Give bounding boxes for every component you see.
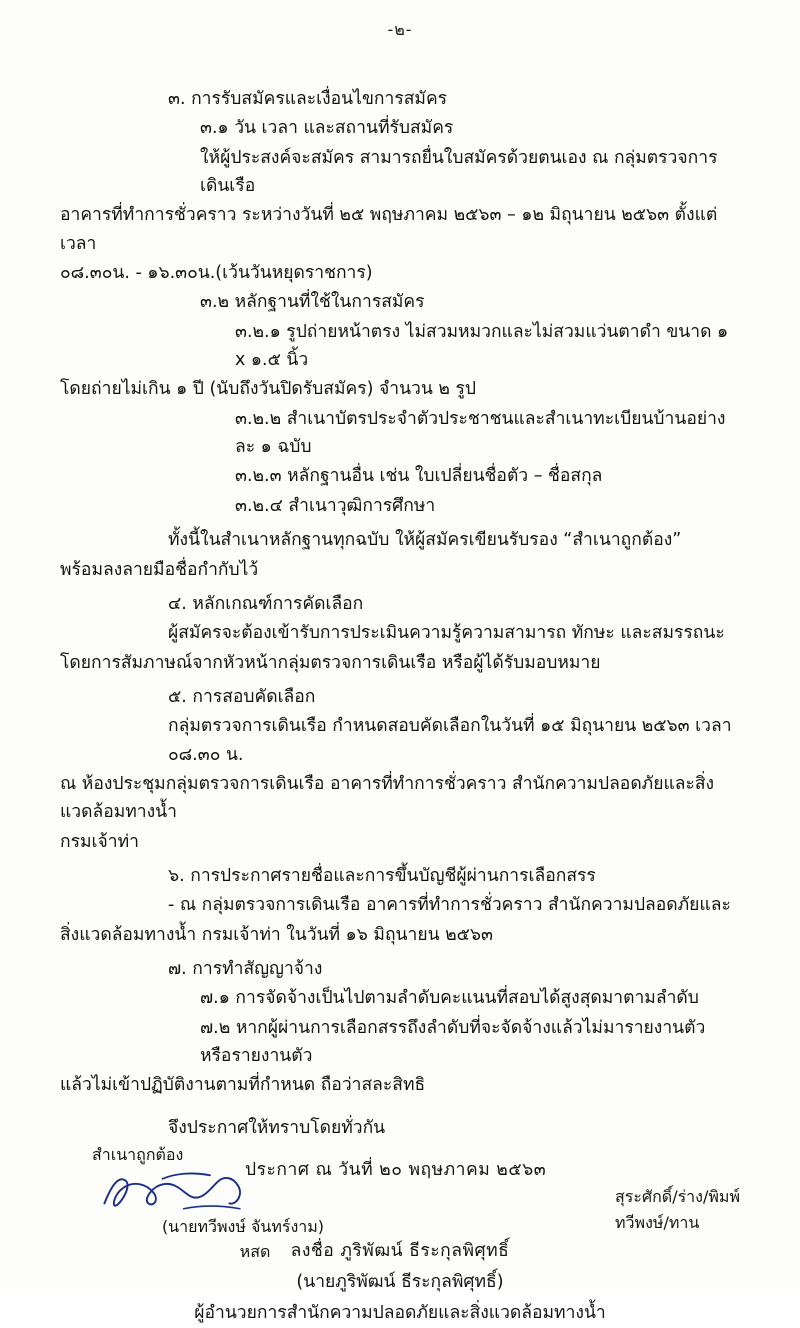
signature-position-line: ผู้อำนวยการสำนักความปลอดภัยและสิ่งแวดล้อมทางน้ำ	[194, 1302, 606, 1323]
certify-role: หสด	[239, 1242, 271, 1262]
typist-note-line-1: สุระศักดิ์/ร่าง/พิมพ์	[615, 1187, 740, 1206]
section-5-line-3: กรมเจ้าท่า	[60, 831, 139, 852]
page-number: -๒-	[387, 20, 413, 39]
section-5-line-2: ณ ห้องประชุมกลุ่มตรวจการเดินเรือ อาคารที่ทำการชั่วคราว สำนักความปลอดภัยและสิ่งแวดล้อมทางน้ำ	[60, 773, 715, 823]
certification-block	[78, 1142, 408, 1265]
section-3-line-6: ๓.๒.๑ รูปถ่ายหน้าตรง ไม่สวมหมวกและไม่สวมแว่นตาดำ ขนาด ๑ x ๑.๕ นิ้ว	[235, 321, 729, 371]
section-6-line-1: - ณ กลุ่มตรวจการเดินเรือ อาคารที่ทำการชั่วคราว สำนักความปลอดภัยและ	[168, 895, 731, 916]
section-heading-6: ๖. การประกาศรายชื่อและการขึ้นบัญชีผู้ผ่านการเลือกสรร	[168, 865, 596, 886]
signature-name-line: (นายภูริพัฒน์ ธีระกุลพิศุทธิ์)	[296, 1272, 504, 1292]
section-3-line-4: ๐๘.๓๐น. - ๑๖.๓๐น.(เว้นวันหยุดราชการ)	[60, 263, 373, 284]
section-3-line-5: ๓.๒ หลักฐานที่ใช้ในการสมัคร	[200, 292, 425, 313]
typist-note-line-2: ทวีพงษ์/ทาน	[615, 1212, 700, 1232]
section-7-line-3: แล้วไม่เข้าปฏิบัติงานตามที่กำหนด ถือว่าสละสิทธิ	[60, 1075, 426, 1096]
certify-name: (นายทวีพงษ์ จันทร์งาม)	[161, 1216, 325, 1236]
certify-label: สำเนาถูกต้อง	[92, 1145, 184, 1164]
section-7-line-2: ๗.๒ หากผู้ผ่านการเลือกสรรถึงลำดับที่จะจัดจ้างแล้วไม่มารายงานตัว หรือรายงานตัว	[200, 1017, 706, 1066]
section-3-line-3: อาคารที่ทำการชั่วคราว ระหว่างวันที่ ๒๕ พฤษภาคม ๒๕๖๓ – ๑๒ มิถุนายน ๒๕๖๓ ตั้งแต่เวลา	[60, 205, 718, 254]
handwritten-signature-icon	[78, 1170, 342, 1214]
section-heading-3: ๓. การรับสมัครและเงื่อนไขการสมัคร	[168, 89, 448, 109]
typist-note	[615, 1184, 740, 1235]
section-3-line-1: ๓.๑ วัน เวลา และสถานที่รับสมัคร	[200, 118, 454, 139]
section-4-line-1: ผู้สมัครจะต้องเข้ารับการประเมินความรู้ความสามารถ ทักษะ และสมรรถนะ	[168, 623, 725, 644]
section-3-line-11: ทั้งนี้ในสำเนาหลักฐานทุกฉบับ ให้ผู้สมัครเขียนรับรอง “สำเนาถูกต้อง”	[168, 530, 682, 551]
section-heading-7: ๗. การทำสัญญาจ้าง	[168, 958, 323, 979]
section-3-line-12: พร้อมลงลายมือชื่อกำกับไว้	[60, 559, 259, 580]
document-footer	[60, 1142, 740, 1272]
closing-statement: จึงประกาศให้ทราบโดยทั่วกัน	[168, 1117, 386, 1138]
section-5-line-1: กลุ่มตรวจการเดินเรือ กำหนดสอบคัดเลือกในวันที่ ๑๕ มิถุนายน ๒๕๖๓ เวลา ๐๘.๓๐ น.	[168, 716, 732, 765]
announcement-date: ประกาศ ณ วันที่ ๒๐ พฤษภาคม ๒๕๖๓	[245, 1160, 547, 1181]
section-3-line-7: โดยถ่ายไม่เกิน ๑ ปี (นับถึงวันปิดรับสมัคร) จำนวน ๒ รูป	[60, 379, 477, 400]
section-heading-5: ๕. การสอบคัดเลือก	[168, 686, 316, 707]
signature-signed-line: ลงชื่อ ภูริพัฒน์ ธีระกุลพิศุทธิ์	[290, 1241, 510, 1262]
section-6-line-2: สิ่งแวดล้อมทางน้ำ กรมเจ้าท่า ในวันที่ ๑๖ มิถุนายน ๒๕๖๓	[60, 924, 493, 945]
section-heading-4: ๔. หลักเกณฑ์การคัดเลือก	[168, 593, 364, 614]
section-3-line-9: ๓.๒.๓ หลักฐานอื่น เช่น ใบเปลี่ยนชื่อตัว – ชื่อสกุล	[235, 466, 603, 487]
section-3-line-8: ๓.๒.๒ สำเนาบัตรประจำตัวประชาชนและสำเนาทะเบียนบ้านอย่างละ ๑ ฉบับ	[235, 408, 726, 458]
section-4-line-2: โดยการสัมภาษณ์จากหัวหน้ากลุ่มตรวจการเดินเรือ หรือผู้ได้รับมอบหมาย	[60, 652, 601, 673]
section-3-line-2: ให้ผู้ประสงค์จะสมัคร สามารถยื่นใบสมัครด้วยตนเอง ณ กลุ่มตรวจการเดินเรือ	[200, 147, 718, 197]
section-3-line-10: ๓.๒.๔ สำเนาวุฒิการศึกษา	[235, 495, 436, 516]
section-7-line-1: ๗.๑ การจัดจ้างเป็นไปตามลำดับคะแนนที่สอบได้สูงสุดมาตามลำดับ	[200, 988, 699, 1009]
